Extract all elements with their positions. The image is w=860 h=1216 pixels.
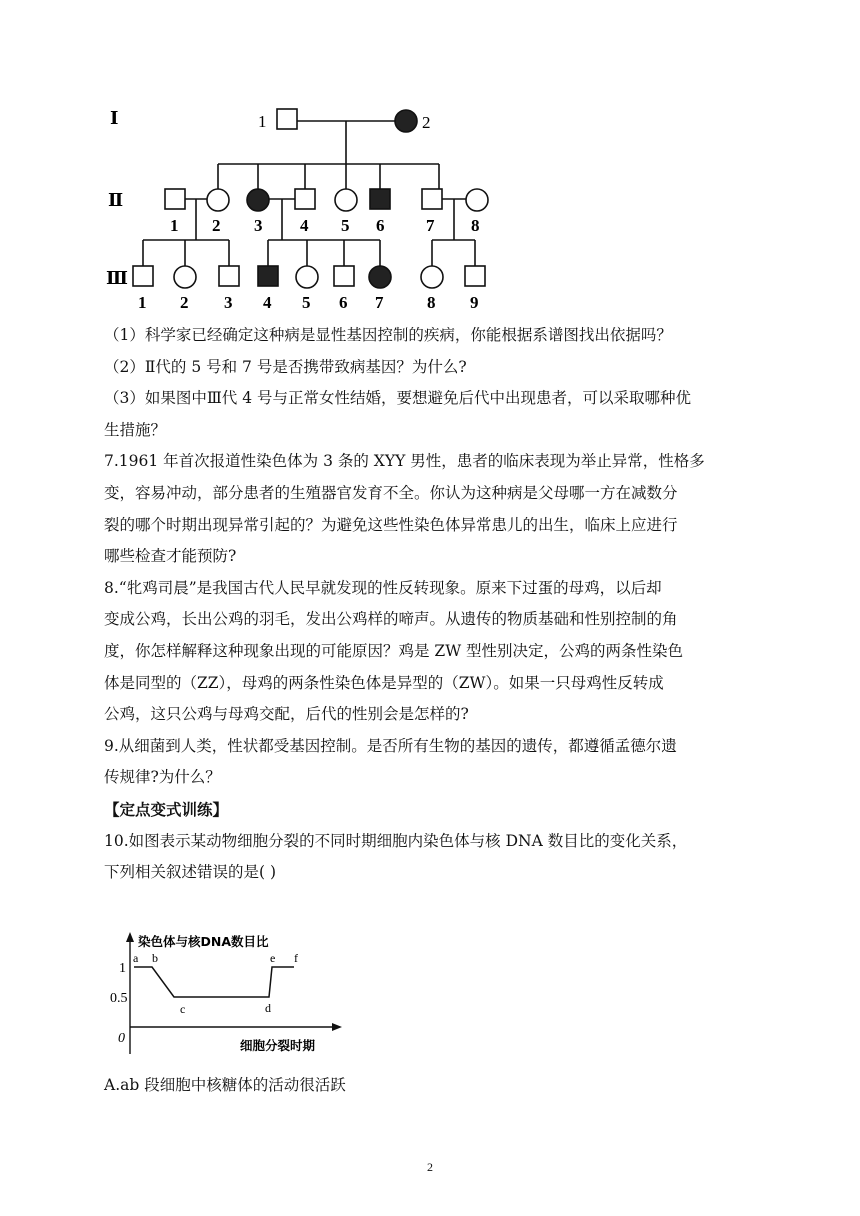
- gen-label-I: Ⅰ: [110, 108, 119, 129]
- q7-line4: 哪些检查才能预防?: [104, 547, 237, 566]
- q8-line4: 体是同型的（ZZ），母鸡的两条性染色体是异型的（ZW）。如果一只母鸡性反转成: [104, 673, 664, 692]
- pedigree-num-II-6: 6: [376, 216, 385, 235]
- pedigree-I-2-affected-female: [395, 110, 417, 132]
- point-label-f: f: [294, 951, 298, 965]
- q10-line1: 10.如图表示某动物细胞分裂的不同时期细胞内染色体与核 DNA 数目比的变化关系，: [104, 831, 688, 850]
- ratio-line-series: [134, 967, 294, 997]
- q8-line1: 8.“牝鸡司晨”是我国古代人民早就发现的性反转现象。原来下过蛋的母鸡，以后却: [104, 578, 662, 597]
- q8-line5: 公鸡，这只公鸡与母鸡交配，后代的性别会是怎样的?: [104, 705, 469, 724]
- pedigree-num-III-9: 9: [470, 293, 479, 312]
- pedigree-III-1-male: [133, 266, 153, 286]
- pedigree-III-5-female: [296, 266, 318, 288]
- pedigree-num-III-6: 6: [339, 293, 348, 312]
- pedigree-III-6-male: [334, 266, 354, 286]
- q6-part1: （1）科学家已经确定这种病是显性基因控制的疾病，你能根据系谱图找出依据吗？: [104, 326, 672, 344]
- q6-part3-line2: 生措施？: [104, 420, 167, 439]
- pedigree-num-III-5: 5: [302, 293, 311, 312]
- ratio-line-chart: [112, 930, 342, 1060]
- y-axis-arrow: [126, 932, 134, 942]
- q7-line2: 变，容易冲动，部分患者的生殖器官发育不全。你认为这种病是父母哪一方在减数分: [104, 483, 678, 502]
- x-axis-label: 细胞分裂时期: [240, 1038, 316, 1053]
- y-tick-label: 1: [119, 961, 126, 976]
- pedigree-III-8-female: [421, 266, 443, 288]
- y-tick-label: 0.5: [110, 991, 128, 1006]
- origin-label: 0: [118, 1031, 125, 1046]
- pedigree-III-9-male: [465, 266, 485, 286]
- pedigree-II-7-male: [422, 189, 442, 209]
- pedigree-num-III-4: 4: [263, 293, 272, 312]
- pedigree-num-III-8: 8: [427, 293, 436, 312]
- pedigree-num-I-2: 2: [422, 113, 431, 132]
- pedigree-num-III-1: 1: [138, 293, 147, 312]
- pedigree-I-1-male: [277, 109, 297, 129]
- pedigree-num-III-3: 3: [224, 293, 233, 312]
- pedigree-III-4-affected-male: [258, 266, 278, 286]
- point-label-d: d: [265, 1001, 271, 1015]
- pedigree-num-II-5: 5: [341, 216, 350, 235]
- q8-line2: 变成公鸡，长出公鸡的羽毛，发出公鸡样的啼声。从遗传的物质基础和性别控制的角: [104, 610, 678, 629]
- pedigree-num-II-4: 4: [300, 216, 309, 235]
- gen-label-III: Ⅲ: [106, 268, 128, 289]
- question-text: [104, 320, 764, 889]
- gen-label-II: Ⅱ: [108, 190, 124, 211]
- pedigree-II-8-female: [466, 189, 488, 211]
- pedigree-II-1-male: [165, 189, 185, 209]
- point-label-b: b: [152, 951, 158, 965]
- pedigree-II-6-affected-male: [370, 189, 390, 209]
- pedigree-II-4-male: [295, 189, 315, 209]
- q7-line1: 7.1961 年首次报道性染色体为 3 条的 XYY 男性，患者的临床表现为举止异常，性格多: [104, 452, 705, 471]
- pedigree-II-5-female: [335, 189, 357, 211]
- pedigree-III-3-male: [219, 266, 239, 286]
- q9-line1: 9.从细菌到人类，性状都受基因控制。是否所有生物的基因的遗传，都遵循孟德尔遗: [104, 736, 677, 755]
- pedigree-II-3-affected-female: [247, 189, 269, 211]
- pedigree-num-II-3: 3: [254, 216, 263, 235]
- pedigree-num-II-2: 2: [212, 216, 221, 235]
- q6-part3-line1: （3）如果图中Ⅲ代 4 号与正常女性结婚，要想避免后代中出现患者，可以采取哪种优: [104, 389, 692, 408]
- x-axis-arrow: [332, 1023, 342, 1031]
- point-label-c: c: [180, 1002, 186, 1016]
- point-label-e: e: [270, 951, 276, 965]
- q7-line3: 裂的哪个时期出现异常引起的？为避免这些性染色体异常患儿的出生，临床上应进行: [104, 515, 678, 534]
- pedigree-III-7-affected-female: [369, 266, 391, 288]
- pedigree-III-2-female: [174, 266, 196, 288]
- pedigree-chart: [100, 100, 500, 316]
- section-heading: 【定点变式训练】: [104, 799, 229, 819]
- pedigree-num-II-7: 7: [426, 216, 435, 235]
- q10-line2: 下列相关叙述错误的是( ): [104, 863, 277, 882]
- y-axis-label: 染色体与核DNA数目比: [138, 934, 269, 949]
- option-a: A.ab 段细胞中核糖体的活动很活跃: [104, 1076, 346, 1094]
- point-label-a: a: [133, 951, 139, 965]
- pedigree-num-II-8: 8: [471, 216, 480, 235]
- pedigree-num-III-2: 2: [180, 293, 189, 312]
- pedigree-num-II-1: 1: [170, 216, 179, 235]
- pedigree-num-III-7: 7: [375, 293, 384, 312]
- pedigree-num-I-1: 1: [258, 112, 267, 131]
- q6-part2: （2）Ⅱ代的 5 号和 7 号是否携带致病基因？为什么?: [104, 357, 467, 376]
- pedigree-II-2-female: [207, 189, 229, 211]
- page-number: 2: [427, 1160, 433, 1174]
- q9-line2: 传规律?为什么？: [104, 768, 221, 787]
- q8-line3: 度，你怎样解释这种现象出现的可能原因？鸡是 ZW 型性别决定，公鸡的两条性染色: [104, 641, 684, 660]
